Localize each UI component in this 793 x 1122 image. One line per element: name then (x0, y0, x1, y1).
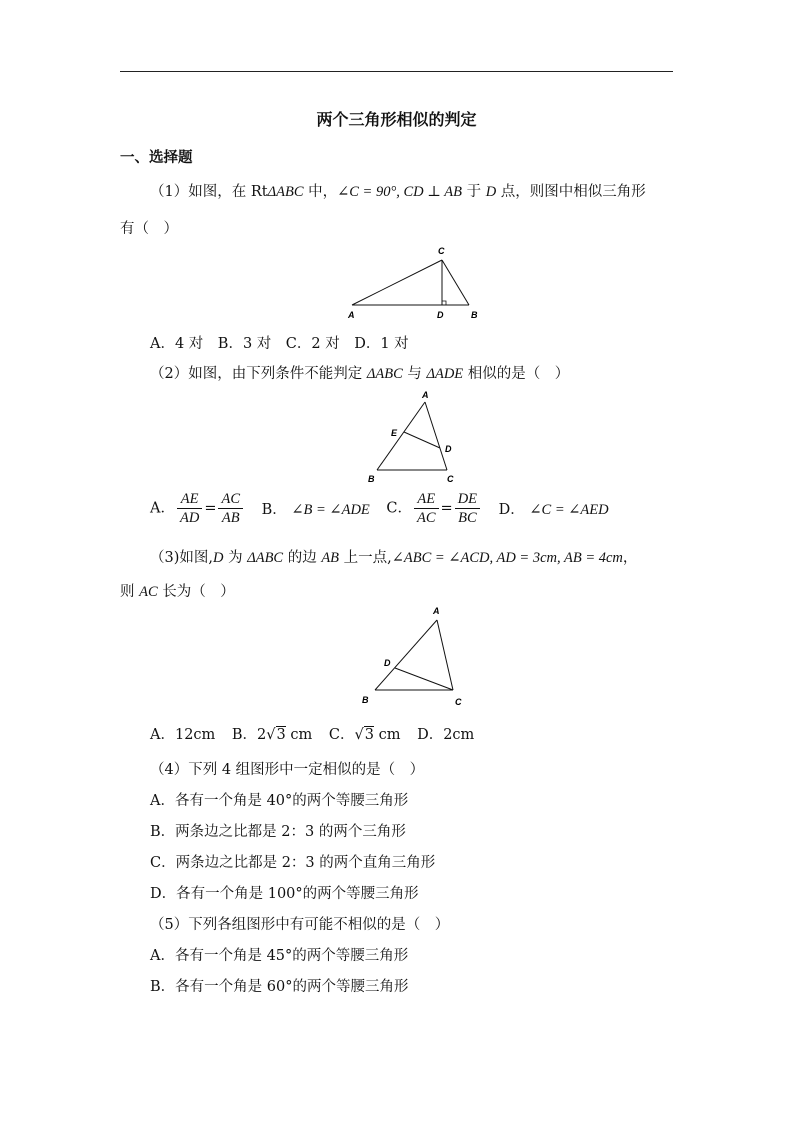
q1-stem: （1）如图，在 RtΔABC 中，∠C = 90°, CD ⊥ AB 于 D 点，则图中相似三角形 (150, 184, 646, 200)
q4-option-d: D．各有一个角是 100°的两个等腰三角形 (150, 886, 419, 902)
q2-label-e: E (391, 428, 398, 438)
q1-options: A．4 对 B．3 对 C．2 对 D．1 对 (150, 336, 409, 352)
q1-label-a: A (348, 310, 355, 320)
q5-option-b: B．各有一个角是 60°的两个等腰三角形 (150, 979, 409, 995)
q3-option-c: C．√3 cm (328, 727, 401, 743)
q1-label-d: D (437, 310, 444, 320)
q2-option-a: A． $\frac{AE}{AD}$ = $\frac{AC}{AB}$ (150, 490, 245, 527)
q2-option-d: D． ∠C = ∠AED (498, 502, 609, 518)
q1-label-b: B (471, 310, 478, 320)
q2-label-c: C (447, 474, 454, 484)
header-rule (120, 71, 673, 72)
q4-option-a: A．各有一个角是 40°的两个等腰三角形 (150, 793, 409, 809)
q2-option-b: B． ∠B = ∠ADE (261, 502, 370, 518)
q3-label-d: D (384, 658, 391, 668)
q2-options (150, 490, 621, 527)
q2-stem: （2）如图，由下列条件不能判定 ΔABC 与 ΔADE 相似的是（ ） (150, 366, 570, 382)
q3-figure (355, 600, 475, 710)
q2-label-b: B (368, 474, 375, 484)
q2-figure (362, 388, 472, 488)
q5-option-a: A．各有一个角是 45°的两个等腰三角形 (150, 948, 409, 964)
q5-stem: （5）下列各组图形中有可能不相似的是（ ） (150, 917, 450, 933)
q3-stem-cont: 则 AC 长为（ ） (120, 584, 235, 600)
q3-option-a: A．12cm (150, 727, 216, 743)
q3-label-b: B (362, 695, 369, 705)
q4-option-c: C．两条边之比都是 2：3 的两个直角三角形 (150, 855, 436, 871)
q3-option-d: D．2cm (417, 727, 475, 743)
q3-label-c: C (455, 697, 462, 707)
q2-option-c: C． $\frac{AE}{AC}$ = $\frac{DE}{BC}$ (386, 490, 482, 527)
q4-stem: （4）下列 4 组图形中一定相似的是（ ） (150, 762, 425, 778)
q1-figure (340, 240, 490, 325)
q3-option-b: B．2√3 cm (231, 727, 313, 743)
q3-label-a: A (433, 606, 440, 616)
q1-label-c: C (438, 246, 445, 256)
q2-label-d: D (445, 444, 452, 454)
page-title: 两个三角形相似的判定 (316, 110, 477, 129)
q4-option-b: B．两条边之比都是 2：3 的两个三角形 (150, 824, 406, 840)
section-heading: 一、选择题 (120, 150, 193, 166)
q2-label-a: A (422, 390, 429, 400)
q3-stem: （3)如图,D 为 ΔABC 的边 AB 上一点,∠ABC = ∠ACD, AD = 3cm, AB = 4cm， (150, 550, 638, 566)
q1-stem-cont: 有（ ） (120, 221, 178, 237)
q3-options (150, 723, 486, 744)
